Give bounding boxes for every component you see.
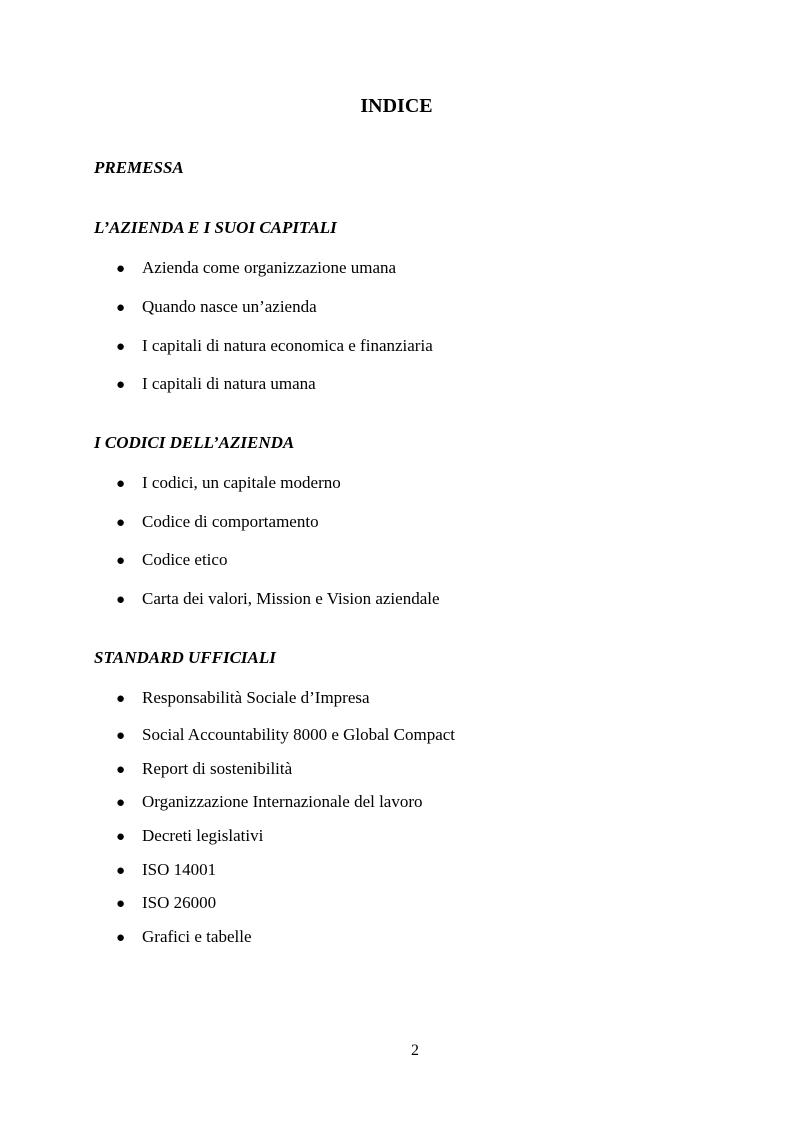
- list-item: ● Report di sostenibilità: [116, 758, 292, 780]
- list-item: ● I capitali di natura umana: [116, 373, 316, 395]
- section-heading-standard: STANDARD UFFICIALI: [94, 648, 276, 667]
- list-item: ● Organizzazione Internazionale del lavoro: [116, 791, 423, 813]
- list-item: ● Grafici e tabelle: [116, 926, 252, 948]
- bullet-icon: ●: [116, 300, 126, 316]
- bullet-icon: ●: [116, 476, 126, 492]
- page-number: 2: [411, 1042, 419, 1059]
- bullet-icon: ●: [116, 261, 126, 277]
- bullet-icon: ●: [116, 515, 126, 531]
- bullet-icon: ●: [116, 553, 126, 569]
- list-item: ● Quando nasce un’azienda: [116, 296, 317, 318]
- list-item: ● Codice etico: [116, 549, 227, 571]
- list-item: ● Social Accountability 8000 e Global Compact: [116, 724, 455, 746]
- section-heading-premessa: PREMESSA: [94, 158, 184, 177]
- list-item: ● Decreti legislativi: [116, 825, 263, 847]
- list-item: ● ISO 14001: [116, 859, 216, 881]
- list-item: ● Responsabilità Sociale d’Impresa: [116, 687, 370, 709]
- bullet-icon: ●: [116, 896, 126, 912]
- list-item: ● Azienda come organizzazione umana: [116, 257, 396, 279]
- section-heading-codici: I CODICI DELL’AZIENDA: [94, 433, 295, 452]
- bullet-icon: ●: [116, 762, 126, 778]
- bullet-icon: ●: [116, 863, 126, 879]
- bullet-icon: ●: [116, 728, 126, 744]
- page-title: INDICE: [360, 95, 433, 117]
- bullet-icon: ●: [116, 930, 126, 946]
- list-item: ● I capitali di natura economica e finanziaria: [116, 335, 433, 357]
- list-item: ● Codice di comportamento: [116, 511, 319, 533]
- list-item: ● I codici, un capitale moderno: [116, 472, 341, 494]
- section-heading-azienda-capitali: L’AZIENDA E I SUOI CAPITALI: [94, 218, 337, 237]
- bullet-icon: ●: [116, 691, 126, 707]
- bullet-icon: ●: [116, 339, 126, 355]
- bullet-icon: ●: [116, 829, 126, 845]
- bullet-icon: ●: [116, 795, 126, 811]
- list-item: ● ISO 26000: [116, 892, 216, 914]
- bullet-icon: ●: [116, 377, 126, 393]
- list-item: ● Carta dei valori, Mission e Vision aziendale: [116, 588, 440, 610]
- bullet-icon: ●: [116, 592, 126, 608]
